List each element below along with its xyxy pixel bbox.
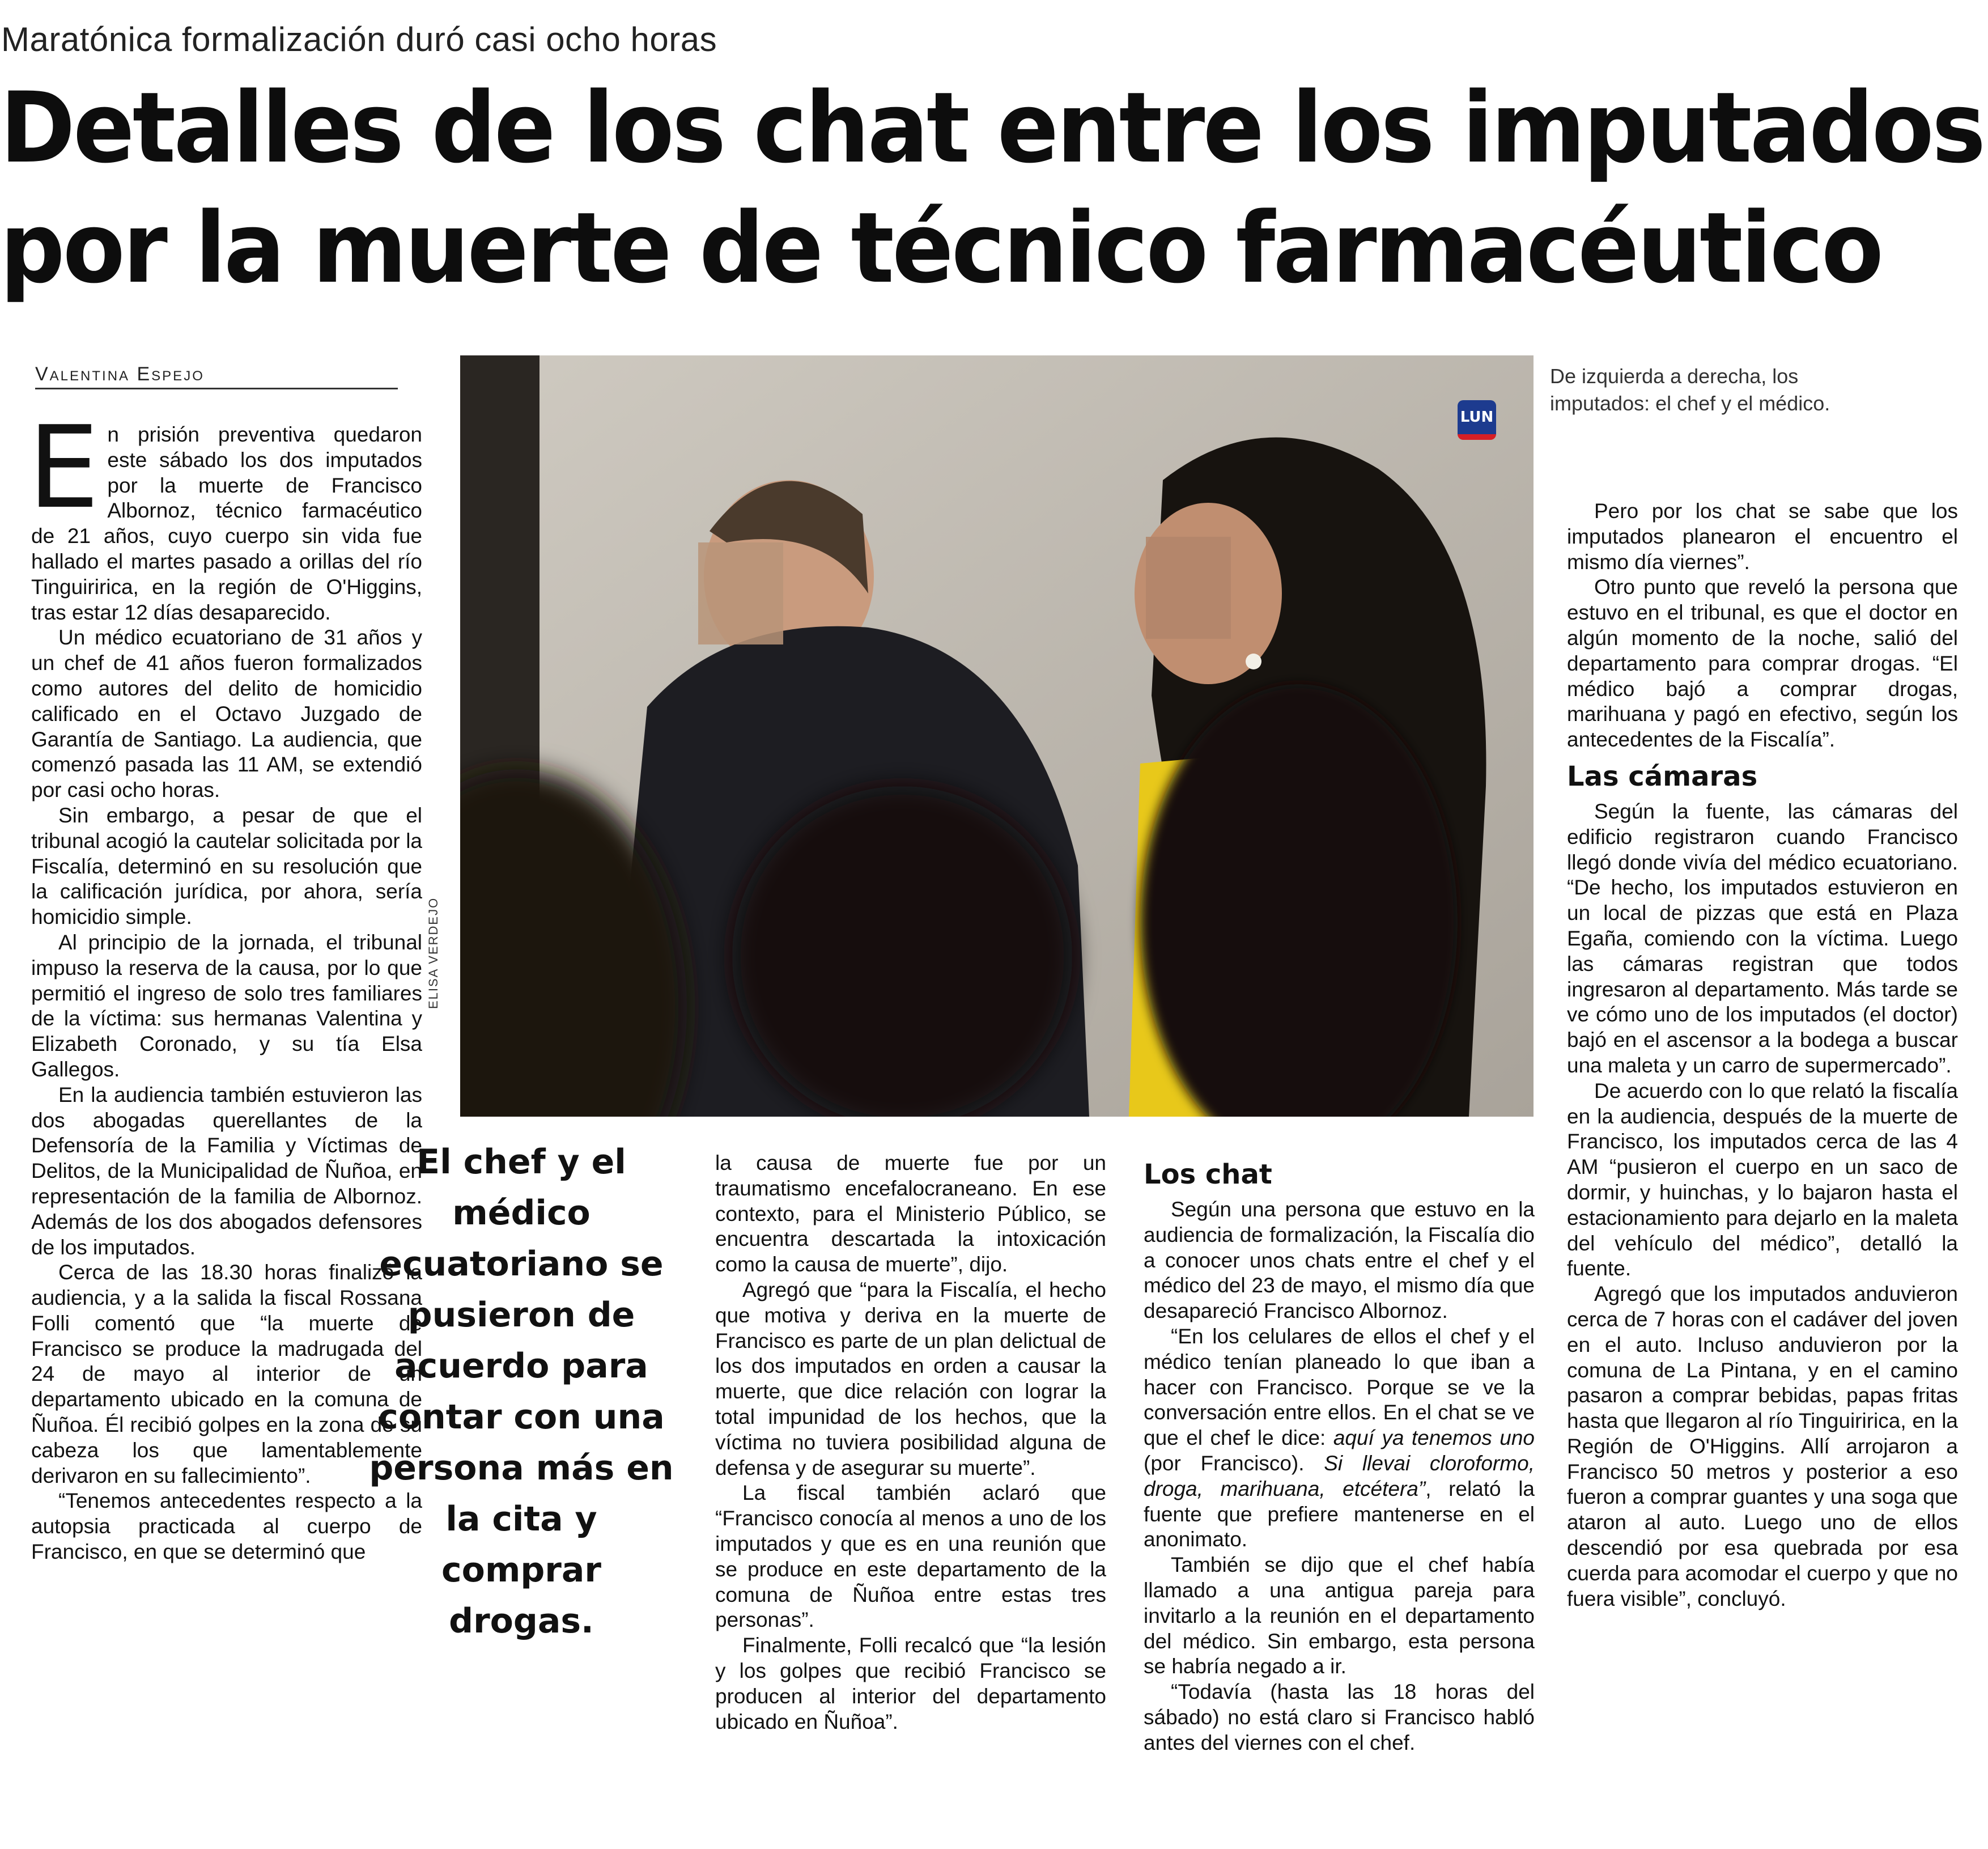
paragraph: También se dijo que el chef había llamado a una antigua pareja para invitarlo a la reunión en el departamento del médico. Sin embargo, esta persona se habría negado a ir. <box>1144 1553 1535 1678</box>
paragraph-text: , relató la fuente que prefiere mantenerse en el anonimato. <box>1144 1477 1535 1551</box>
paragraph <box>28 402 422 625</box>
headline <box>0 68 1984 308</box>
paragraph: Agregó que los imputados anduvieron cerca de 7 horas con el cadáver del joven en el auto. Incluso anduvieron por la comuna de La Pintana, y en el camino pasaron a comprar bebidas, papas fritas hasta que llegaron al río Tinguiririca, en la Región de O'Higgins. Allí arrojaron a Francisco 50 metros y posterior a eso fueron a comprar guantes y una soga que ataron al auto. Luego uno de ellos descendió por esa quebrada por esa cuerda para acomodar el cuerpo y que no fuera visible”, concluyó. <box>1567 1282 1958 1610</box>
subhead-las-camaras: Las cámaras <box>1567 760 1758 792</box>
chat-quote: aquí ya tenemos uno <box>1333 1426 1535 1450</box>
paragraph: Según la fuente, las cámaras del edificio registraron cuando Francisco llegó donde vivía del médico ecuatoriano. “De hecho, los imputados estuvieron en un local de pizzas que está en Plaza Egaña, comiendo con la víctima. Luego las cámaras registran que todos ingresaron al departamento. Más tarde se ve cómo uno de los imputados (el doctor) bajó en el ascensor a la bodega a buscar una maleta y un carro de supermercado”. <box>1567 799 1958 1077</box>
paragraph: De acuerdo con lo que relató la fiscalía en la audiencia, después de la muerte de Francisco, los imputados cerca de las 4 AM “pusieron el cuerpo en un saco de dormir, y huinchas, y lo bajaron hasta el estacionamiento para dejarlo en la maleta del vehículo del médico”, detalló la fuente. <box>1567 1079 1958 1280</box>
headline-line-1: Detalles de los chat entre los imputados <box>0 71 1984 185</box>
paragraph: En la audiencia también estuvieron las dos abogadas querellantes de la Defensoría de la Familia y Víctimas de Delitos, de la Municipalidad de Ñuñoa, en representación de la familia de Albornoz. Además de los dos abogados defensores de los imputados. <box>31 1083 422 1259</box>
drop-cap: E <box>28 402 100 534</box>
paragraph-text: “En los celulares de ellos el chef y el médico tenían planeado lo que iban a hacer con Francisco. Porque se ve la conversación entre ellos. En el chat se ve que el chef le dice: <box>1144 1324 1535 1450</box>
subhead-los-chat: Los chat <box>1144 1159 1272 1190</box>
paragraph-text: n prisión preventiva quedaron este sábado los dos imputados por la muerte de Francisco Albornoz, técnico farmacéutico de 21 años, cuyo cuerpo sin vida fue hallado el martes pasado a orillas del río Tinguiririca, en la región de O'Higgins, tras estar 12 días desaparecido. <box>31 423 422 624</box>
chat-quote: Si llevai cloroformo, droga, marihuana, etcétera” <box>1144 1451 1535 1500</box>
paragraph: Al principio de la jornada, el tribunal impuso la reserva de la causa, por lo que permitió el ingreso de solo tres familiares de la víctima: sus hermanas Valentina y Elizabeth Coronado, y su tía Elsa Gallegos. <box>31 930 422 1081</box>
photo-illustration <box>460 355 1534 1117</box>
headline-line-2: por la muerte de técnico farmacéutico <box>0 191 1882 305</box>
paragraph-text: (por Francisco). <box>1144 1451 1324 1475</box>
paragraph: Cerca de las 18.30 horas finalizó la audiencia, y a la salida la fiscal Rossana Folli comentó que “la muerte de Francisco se produce la madrugada del 24 de mayo al interior de un departamento ubicado en la comuna de Ñuñoa. Él recibió golpes en la zona de su cabeza los que lamentablemente derivaron en su fallecimiento”. <box>31 1261 422 1487</box>
paragraph: Agregó que “para la Fiscalía, el hecho que motiva y deriva en la muerte de Francisco es parte de un plan delictual de los dos imputados en orden a causar la muerte, que dice relación con lograr la total impunidad de los hechos, que la víctima no tuviera posibilidad alguna de defensa y de asegurar su muerte”. <box>715 1278 1106 1479</box>
paragraph: Según una persona que estuvo en la audiencia de formalización, la Fiscalía dio a conocer unos chats entre el chef y el médico del 23 de mayo, el mismo día que desapareció Francisco Albornoz. <box>1144 1198 1535 1323</box>
article-column-5 <box>1567 499 1958 1831</box>
paragraph: La fiscal también aclaró que “Francisco conocía al menos a uno de los imputados y que es en una reunión que se produce en este departamento de la comuna de Ñuñoa entre estas tres personas”. <box>715 1481 1106 1632</box>
paragraph <box>1144 1324 1535 1553</box>
paragraph: “Todavía (hasta las 18 horas del sábado) no está claro si Francisco habló antes del viernes con el chef. <box>1144 1680 1535 1754</box>
paragraph: Otro punto que reveló la persona que estuvo en el tribunal, es que el doctor en algún momento de la noche, salió del departamento para comprar drogas. “El médico bajó a comprar drogas, marihuana y pagó en efectivo, según los antecedentes de la Fiscalía”. <box>1567 575 1958 752</box>
article-column-3 <box>715 1151 1106 1831</box>
photo-caption: De izquierda a derecha, los imputados: el chef y el médico. <box>1550 364 1830 415</box>
paragraph: Un médico ecuatoriano de 31 años y un chef de 41 años fueron formalizados como autores del delito de homicidio calificado en el Octavo Juzgado de Garantía de Santiago. La audiencia, que comenzó pasada las 11 AM, se extendió por casi ocho horas. <box>31 626 422 802</box>
article-photo <box>460 355 1534 1117</box>
lun-logo: LUN <box>1458 400 1496 440</box>
paragraph: “Tenemos antecedentes respecto a la autopsia practicada al cuerpo de Francisco, en que se determinó que <box>31 1489 422 1564</box>
paragraph: Sin embargo, a pesar de que el tribunal acogió la cautelar solicitada por la Fiscalía, determinó en su resolución que la calificación jurídica, por ahora, sería homicidio simple. <box>31 803 422 929</box>
article-column-4 <box>1144 1151 1535 1831</box>
paragraph: Finalmente, Folli recalcó que “la lesión y los golpes que recibió Francisco se producen al interior del departamento ubicado en Ñuñoa”. <box>715 1634 1106 1733</box>
kicker: Maratónica formalización duró casi ocho horas <box>1 20 717 58</box>
paragraph: la causa de muerte fue por un traumatismo encefalocraneano. En ese contexto, para el Ministerio Público, se encuentra descartada la intoxicación como la causa de muerte”, dijo. <box>715 1151 1106 1277</box>
paragraph: Pero por los chat se sabe que los imputados planearon el encuentro el mismo día viernes”. <box>1567 499 1958 574</box>
photo-credit: ELISA VERDEJO <box>426 897 440 1009</box>
byline: Valentina Espejo <box>35 363 398 389</box>
pull-quote: El chef y el médico ecuatoriano se pusieron de acuerdo para contar con una persona más en la cita y comprar drogas. <box>369 1142 674 1641</box>
article-column-1 <box>28 402 422 1828</box>
